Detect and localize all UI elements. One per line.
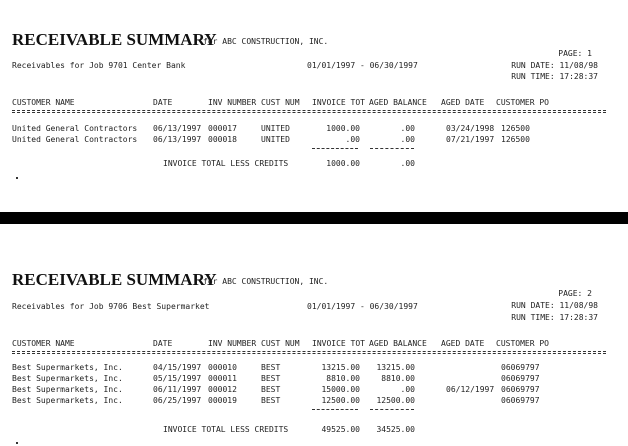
cell-inv-number: 000010 [208,363,237,372]
col-inv-number: INV NUMBER [208,98,257,107]
run-date: RUN DATE: 11/08/98 [511,61,598,70]
col-cust-num: CUST NUM [261,339,300,348]
col-inv-number: INV NUMBER [208,339,257,348]
col-aged-balance: AGED BALANCE [369,98,427,107]
report-title: RECEIVABLE SUMMARY [12,270,217,289]
col-invoice-tot: INVOICE TOT [312,98,365,107]
cell-aged-date: 07/21/1997 [446,135,495,144]
run-time: RUN TIME: 17:28:37 [511,72,598,81]
cell-cust-num: UNITED [261,135,290,144]
date-range: 01/01/1997 - 06/30/1997 [307,61,418,70]
col-date: DATE [153,339,173,348]
page-number: PAGE: 1 [558,49,592,58]
total-underline [312,409,358,410]
total-invoice-tot: 49525.00 [321,425,360,434]
totals-label: INVOICE TOTAL LESS CREDITS [163,425,289,434]
col-aged-date: AGED DATE [441,339,485,348]
run-time: RUN TIME: 17:28:37 [511,313,598,322]
col-cust-num: CUST NUM [261,98,300,107]
header-rule [12,353,606,354]
totals-label: INVOICE TOTAL LESS CREDITS [163,159,289,168]
cell-date: 06/25/1997 [153,396,202,405]
cell-customer-name: Best Supermarkets, Inc. [12,396,123,405]
cell-customer-po: 06069797 [501,374,540,383]
company-name: for ABC CONSTRUCTION, INC. [203,277,329,286]
total-underline [370,409,414,410]
cell-date: 05/15/1997 [153,374,202,383]
cell-invoice-tot: 8810.00 [326,374,360,383]
col-date: DATE [153,98,173,107]
col-customer-po: CUSTOMER PO [496,339,549,348]
report-page-2 [0,224,628,446]
cell-aged-balance: 8810.00 [381,374,415,383]
receivables-label: Receivables for Job 9706 Best Supermarket [12,302,210,311]
cell-aged-balance: .00 [400,385,415,394]
date-range: 01/01/1997 - 06/30/1997 [307,302,418,311]
cell-inv-number: 000018 [208,135,237,144]
cell-aged-balance: .00 [400,124,415,133]
cell-invoice-tot: 13215.00 [321,363,360,372]
cell-customer-po: 126500 [501,124,530,133]
cell-aged-balance: .00 [400,135,415,144]
total-invoice-tot: 1000.00 [326,159,360,168]
cell-customer-name: Best Supermarkets, Inc. [12,385,123,394]
cell-invoice-tot: .00 [345,135,360,144]
company-name: for ABC CONSTRUCTION, INC. [203,37,329,46]
cell-aged-date: 03/24/1998 [446,124,495,133]
page-number: PAGE: 2 [558,289,592,298]
cell-invoice-tot: 12500.00 [321,396,360,405]
cell-aged-balance: 12500.00 [376,396,415,405]
cell-date: 06/11/1997 [153,385,202,394]
cell-inv-number: 000011 [208,374,237,383]
receivables-label: Receivables for Job 9701 Center Bank [12,61,186,70]
cell-cust-num: UNITED [261,124,290,133]
report-title: RECEIVABLE SUMMARY [12,30,217,49]
cell-customer-po: 06069797 [501,396,540,405]
run-date: RUN DATE: 11/08/98 [511,301,598,310]
cell-customer-name: Best Supermarkets, Inc. [12,363,123,372]
page-separator [0,212,628,224]
total-aged-balance: 34525.00 [376,425,415,434]
cell-aged-date: 06/12/1997 [446,385,495,394]
col-aged-date: AGED DATE [441,98,485,107]
cell-inv-number: 000017 [208,124,237,133]
cell-date: 06/13/1997 [153,124,202,133]
cell-customer-po: 06069797 [501,385,540,394]
cell-invoice-tot: 15000.00 [321,385,360,394]
cell-customer-po: 06069797 [501,363,540,372]
header-rule [12,110,606,111]
cell-date: 06/13/1997 [153,135,202,144]
col-customer-name: CUSTOMER NAME [12,339,75,348]
cell-cust-num: BEST [261,374,281,383]
cell-invoice-tot: 1000.00 [326,124,360,133]
cell-customer-name: Best Supermarkets, Inc. [12,374,123,383]
cell-cust-num: BEST [261,385,281,394]
cell-inv-number: 000012 [208,385,237,394]
cell-cust-num: BEST [261,396,281,405]
col-customer-po: CUSTOMER PO [496,98,549,107]
cell-date: 04/15/1997 [153,363,202,372]
col-aged-balance: AGED BALANCE [369,339,427,348]
header-rule [12,351,606,352]
page-mark [16,177,18,179]
total-underline [312,148,358,149]
report-page-1 [0,0,628,212]
cell-aged-balance: 13215.00 [376,363,415,372]
cell-inv-number: 000019 [208,396,237,405]
cell-cust-num: BEST [261,363,281,372]
total-aged-balance: .00 [400,159,415,168]
header-rule [12,112,606,113]
col-customer-name: CUSTOMER NAME [12,98,75,107]
cell-customer-po: 126500 [501,135,530,144]
page-mark [16,442,18,444]
cell-customer-name: United General Contractors [12,135,138,144]
cell-customer-name: United General Contractors [12,124,138,133]
col-invoice-tot: INVOICE TOT [312,339,365,348]
total-underline [370,148,414,149]
